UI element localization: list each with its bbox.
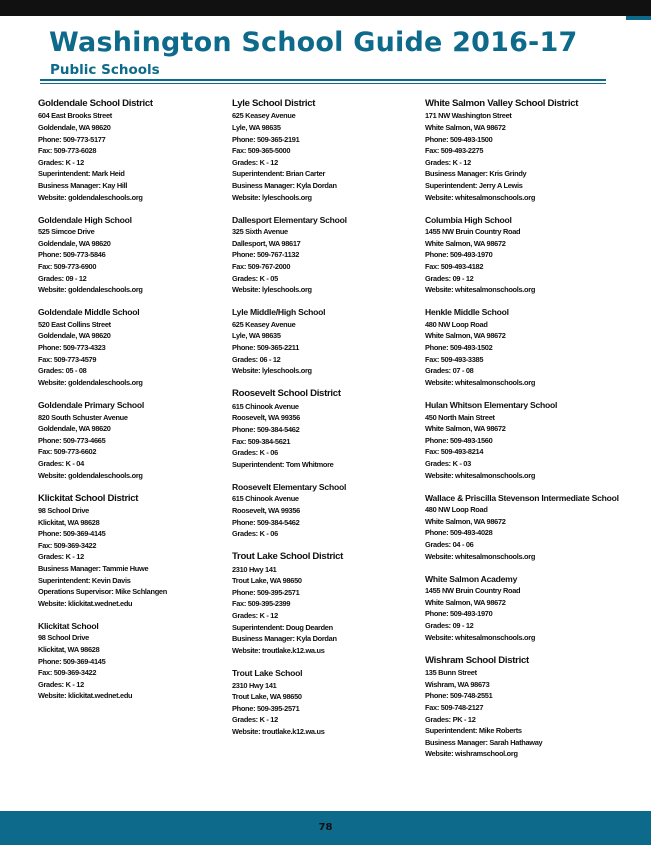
school-entry	[425, 492, 619, 563]
entry-detail-line: Website: wishramschool.org	[425, 749, 518, 759]
entry-detail-line: Trout Lake, WA 98650	[232, 576, 302, 586]
entry-detail-line: Fax: 509-493-4182	[425, 262, 484, 272]
school-entry	[425, 400, 613, 481]
entry-detail-line: 525 Simcoe Drive	[38, 227, 95, 237]
district-name: Klickitat School District	[38, 492, 139, 504]
entry-detail-line: Website: klickitat.wednet.edu	[38, 598, 133, 608]
top-accent-stripe	[626, 16, 651, 20]
entry-detail-line: Fax: 509-773-4579	[38, 354, 97, 364]
entry-detail-line: Fax: 509-369-3422	[38, 540, 97, 550]
entry-detail-line: Grades: K - 12	[38, 679, 84, 689]
school-name: Columbia High School	[425, 214, 512, 225]
entry-detail-line: Fax: 509-493-8214	[425, 447, 484, 457]
entry-detail-line: Website: whitesalmonschools.org	[425, 285, 536, 295]
entry-detail-line: Phone: 509-493-1970	[425, 609, 493, 619]
school-name: Hulan Whitson Elementary School	[425, 399, 558, 410]
entry-detail-line: Fax: 509-365-5000	[232, 146, 291, 156]
entry-detail-line: Grades: K - 12	[232, 611, 278, 621]
entry-detail-line: Superintendent: Doug Dearden	[232, 622, 333, 632]
entry-detail-line: Phone: 509-748-2551	[425, 691, 493, 701]
school-name: Goldendale Primary School	[38, 399, 144, 410]
entry-detail-line: White Salmon, WA 98672	[425, 597, 506, 607]
entry-detail-line: Phone: 509-773-4665	[38, 435, 106, 445]
entry-detail-line: 1455 NW Bruin Country Road	[425, 227, 521, 237]
school-entry	[232, 215, 420, 296]
entry-detail-line: Wishram, WA 98673	[425, 679, 490, 689]
entry-detail-line: White Salmon, WA 98672	[425, 331, 506, 341]
entry-detail-line: Website: lyleschools.org	[232, 285, 312, 295]
entry-detail-line: Klickitat, WA 98628	[38, 517, 100, 527]
entry-detail-line: 820 South Schuster Avenue	[38, 412, 128, 422]
entry-detail-line: Goldendale, WA 98620	[38, 331, 111, 341]
district-name: Wishram School District	[425, 654, 529, 666]
school-entry	[425, 307, 613, 388]
district-name: Lyle School District	[232, 98, 316, 109]
entry-detail-line: Superintendent: Jerry A Lewis	[425, 180, 523, 190]
entry-detail-line: Lyle, WA 98635	[232, 331, 281, 341]
entry-detail-line: Phone: 509-493-4028	[425, 528, 493, 538]
school-entry	[232, 482, 420, 540]
school-entry	[38, 307, 226, 388]
entry-detail-line: Fax: 509-773-6900	[38, 262, 97, 272]
column-1	[38, 98, 226, 714]
entry-detail-line: Goldendale, WA 98620	[38, 424, 111, 434]
entry-detail-line: Superintendent: Mike Roberts	[425, 726, 522, 736]
district-entry	[38, 98, 226, 203]
entry-detail-line: Grades: K - 04	[38, 458, 84, 468]
district-name: Trout Lake School District	[232, 551, 344, 563]
district-entry	[232, 98, 420, 203]
entry-detail-line: Grades: K - 06	[232, 529, 278, 539]
entry-detail-line: Grades: K - 12	[425, 157, 471, 167]
district-name: Roosevelt School District	[232, 388, 341, 400]
entry-detail-line: Roosevelt, WA 99356	[232, 506, 300, 515]
entry-detail-line: Phone: 509-395-2571	[232, 587, 300, 597]
entry-detail-line: 325 Sixth Avenue	[232, 227, 288, 237]
entry-detail-line: Superintendent: Kevin Davis	[38, 575, 131, 585]
entry-detail-line: Fax: 509-493-3385	[425, 354, 484, 364]
entry-detail-line: 604 East Brooks Street	[38, 111, 112, 121]
entry-detail-line: White Salmon, WA 98672	[425, 122, 506, 132]
entry-detail-line: Website: klickitat.wednet.edu	[38, 691, 133, 701]
entry-detail-line: Fax: 509-493-2275	[425, 146, 484, 156]
column-3	[425, 98, 619, 771]
entry-detail-line: Phone: 509-365-2191	[232, 134, 300, 144]
school-entry	[232, 668, 420, 738]
entry-detail-line: 2310 Hwy 141	[232, 680, 277, 690]
entry-detail-line: Website: whitesalmonschools.org	[425, 551, 536, 561]
entry-detail-line: 135 Bunn Street	[425, 668, 477, 678]
entry-detail-line: Lyle, WA 98635	[232, 122, 281, 132]
entry-detail-line: White Salmon, WA 98672	[425, 424, 506, 434]
entry-detail-line: Phone: 509-493-1500	[425, 134, 493, 144]
school-entry	[38, 400, 226, 481]
entry-detail-line: Phone: 509-384-5462	[232, 424, 300, 434]
entry-detail-line: Grades: 09 - 12	[425, 621, 474, 631]
entry-detail-line: Website: whitesalmonschools.org	[425, 192, 536, 202]
entry-detail-line: 2310 Hwy 141	[232, 564, 277, 574]
entry-detail-line: Grades: K - 03	[425, 458, 471, 468]
entry-detail-line: 625 Keasey Avenue	[232, 111, 296, 121]
district-name: White Salmon Valley School District	[425, 98, 579, 109]
entry-detail-line: Goldendale, WA 98620	[38, 238, 111, 248]
entry-detail-line: Grades: 09 - 12	[425, 273, 474, 283]
entry-detail-line: Website: goldendaleschools.org	[38, 285, 143, 295]
school-name: White Salmon Academy	[425, 573, 518, 584]
entry-detail-line: 98 School Drive	[38, 633, 89, 643]
school-entry	[425, 215, 613, 296]
entry-detail-line: 1455 NW Bruin Country Road	[425, 586, 521, 596]
school-entry	[38, 621, 226, 702]
school-name: Lyle Middle/High School	[232, 307, 326, 318]
entry-detail-line: Phone: 509-767-1132	[232, 250, 300, 260]
district-entry	[425, 655, 613, 760]
entry-detail-line: Phone: 509-773-5177	[38, 134, 106, 144]
entry-detail-line: Business Manager: Kyla Dordan	[232, 180, 337, 190]
entry-detail-line: Website: troutlake.k12.wa.us	[232, 726, 325, 736]
header-rule-thin	[40, 83, 606, 84]
entry-detail-line: Grades: 07 - 08	[425, 366, 474, 376]
entry-detail-line: Grades: K - 12	[232, 157, 278, 167]
entry-detail-line: Grades: 05 - 08	[38, 366, 87, 376]
entry-detail-line: Business Manager: Kay Hill	[38, 180, 128, 190]
entry-detail-line: Grades: K - 12	[38, 157, 84, 167]
entry-detail-line: Phone: 509-395-2571	[232, 703, 300, 713]
district-entry	[232, 551, 420, 656]
entry-detail-line: White Salmon, WA 98672	[425, 238, 506, 248]
entry-detail-line: 615 Chinook Avenue	[232, 401, 299, 411]
entry-detail-line: Klickitat, WA 98628	[38, 645, 100, 655]
entry-detail-line: Superintendent: Tom Whitmore	[232, 459, 334, 469]
school-name: Trout Lake School	[232, 667, 303, 678]
entry-detail-line: Fax: 509-384-5621	[232, 436, 291, 446]
entry-detail-line: Grades: PK - 12	[425, 714, 476, 724]
entry-detail-line: Operations Supervisor: Mike Schlangen	[38, 587, 167, 597]
school-name: Goldendale High School	[38, 214, 132, 225]
entry-detail-line: 450 North Main Street	[425, 412, 495, 422]
top-bar	[0, 0, 651, 16]
column-2	[232, 98, 420, 749]
school-name: Roosevelt Elementary School	[232, 481, 347, 492]
school-name: Goldendale Middle School	[38, 307, 140, 318]
school-entry	[38, 215, 226, 296]
entry-detail-line: Grades: 04 - 06	[425, 539, 474, 549]
entry-detail-line: Website: goldendaleschools.org	[38, 377, 143, 387]
district-entry	[232, 388, 420, 470]
entry-detail-line: Fax: 509-767-2000	[232, 262, 291, 272]
entry-detail-line: Phone: 509-365-2211	[232, 343, 300, 353]
entry-detail-line: Grades: 06 - 12	[232, 354, 281, 364]
entry-detail-line: Fax: 509-748-2127	[425, 702, 484, 712]
entry-detail-line: Grades: 09 - 12	[38, 273, 87, 283]
entry-detail-line: Phone: 509-384-5462	[232, 517, 300, 527]
page-title: Washington School Guide 2016-17	[49, 27, 578, 58]
entry-detail-line: 480 NW Loop Road	[425, 505, 488, 515]
entry-detail-line: 98 School Drive	[38, 506, 89, 515]
entry-detail-line: Roosevelt, WA 99356	[232, 413, 300, 423]
entry-detail-line: Phone: 509-493-1970	[425, 250, 493, 260]
entry-detail-line: Fax: 509-395-2399	[232, 599, 291, 609]
entry-detail-line: 480 NW Loop Road	[425, 319, 488, 329]
entry-detail-line: Website: whitesalmonschools.org	[425, 632, 536, 642]
school-entry	[425, 574, 613, 644]
entry-detail-line: White Salmon, WA 98672	[425, 516, 506, 526]
school-name: Klickitat School	[38, 620, 99, 631]
entry-detail-line: 171 NW Washington Street	[425, 111, 512, 121]
page-subtitle: Public Schools	[50, 62, 160, 78]
entry-detail-line: Phone: 509-773-4323	[38, 343, 106, 353]
school-name: Wallace & Priscilla Stevenson Intermediate School	[425, 492, 619, 503]
entry-detail-line: Grades: K - 12	[38, 552, 84, 562]
district-entry	[425, 98, 613, 203]
entry-detail-line: Website: goldendaleschools.org	[38, 470, 143, 480]
entry-detail-line: Phone: 509-773-5846	[38, 250, 106, 260]
entry-detail-line: Goldendale, WA 98620	[38, 122, 111, 132]
header-rule	[40, 79, 606, 81]
district-entry	[38, 493, 226, 610]
district-name: Goldendale School District	[38, 98, 153, 109]
entry-detail-line: 615 Chinook Avenue	[232, 494, 299, 504]
entry-detail-line: Grades: K - 05	[232, 273, 278, 283]
entry-detail-line: Superintendent: Brian Carter	[232, 169, 326, 179]
entry-detail-line: Grades: K - 12	[232, 715, 278, 725]
entry-detail-line: Fax: 509-369-3422	[38, 668, 97, 678]
entry-detail-line: Dallesport, WA 98617	[232, 238, 301, 248]
entry-detail-line: Fax: 509-773-6028	[38, 146, 97, 156]
entry-detail-line: Website: whitesalmonschools.org	[425, 470, 536, 480]
entry-detail-line: Website: lyleschools.org	[232, 192, 312, 202]
entry-detail-line: Superintendent: Mark Heid	[38, 169, 125, 179]
entry-detail-line: Business Manager: Kyla Dordan	[232, 634, 337, 644]
entry-detail-line: Grades: K - 06	[232, 448, 278, 458]
entry-detail-line: Business Manager: Tammie Huwe	[38, 563, 149, 573]
entry-detail-line: Fax: 509-773-6602	[38, 447, 97, 457]
page-number: 78	[318, 822, 333, 833]
entry-detail-line: Phone: 509-369-4145	[38, 656, 106, 666]
entry-detail-line: 625 Keasey Avenue	[232, 319, 296, 329]
school-entry	[232, 307, 420, 377]
entry-detail-line: Website: goldendaleschools.org	[38, 192, 143, 202]
entry-detail-line: 520 East Collins Street	[38, 319, 111, 329]
entry-detail-line: Phone: 509-493-1560	[425, 435, 493, 445]
entry-detail-line: Website: troutlake.k12.wa.us	[232, 645, 325, 655]
entry-detail-line: Website: whitesalmonschools.org	[425, 377, 536, 387]
entry-detail-line: Business Manager: Sarah Hathaway	[425, 737, 543, 747]
entry-detail-line: Business Manager: Kris Grindy	[425, 169, 527, 179]
entry-detail-line: Phone: 509-369-4145	[38, 529, 106, 539]
entry-detail-line: Trout Lake, WA 98650	[232, 692, 302, 702]
entry-detail-line: Website: lyleschools.org	[232, 366, 312, 376]
school-name: Dallesport Elementary School	[232, 214, 347, 225]
entry-detail-line: Phone: 509-493-1502	[425, 343, 493, 353]
school-name: Henkle Middle School	[425, 307, 509, 318]
